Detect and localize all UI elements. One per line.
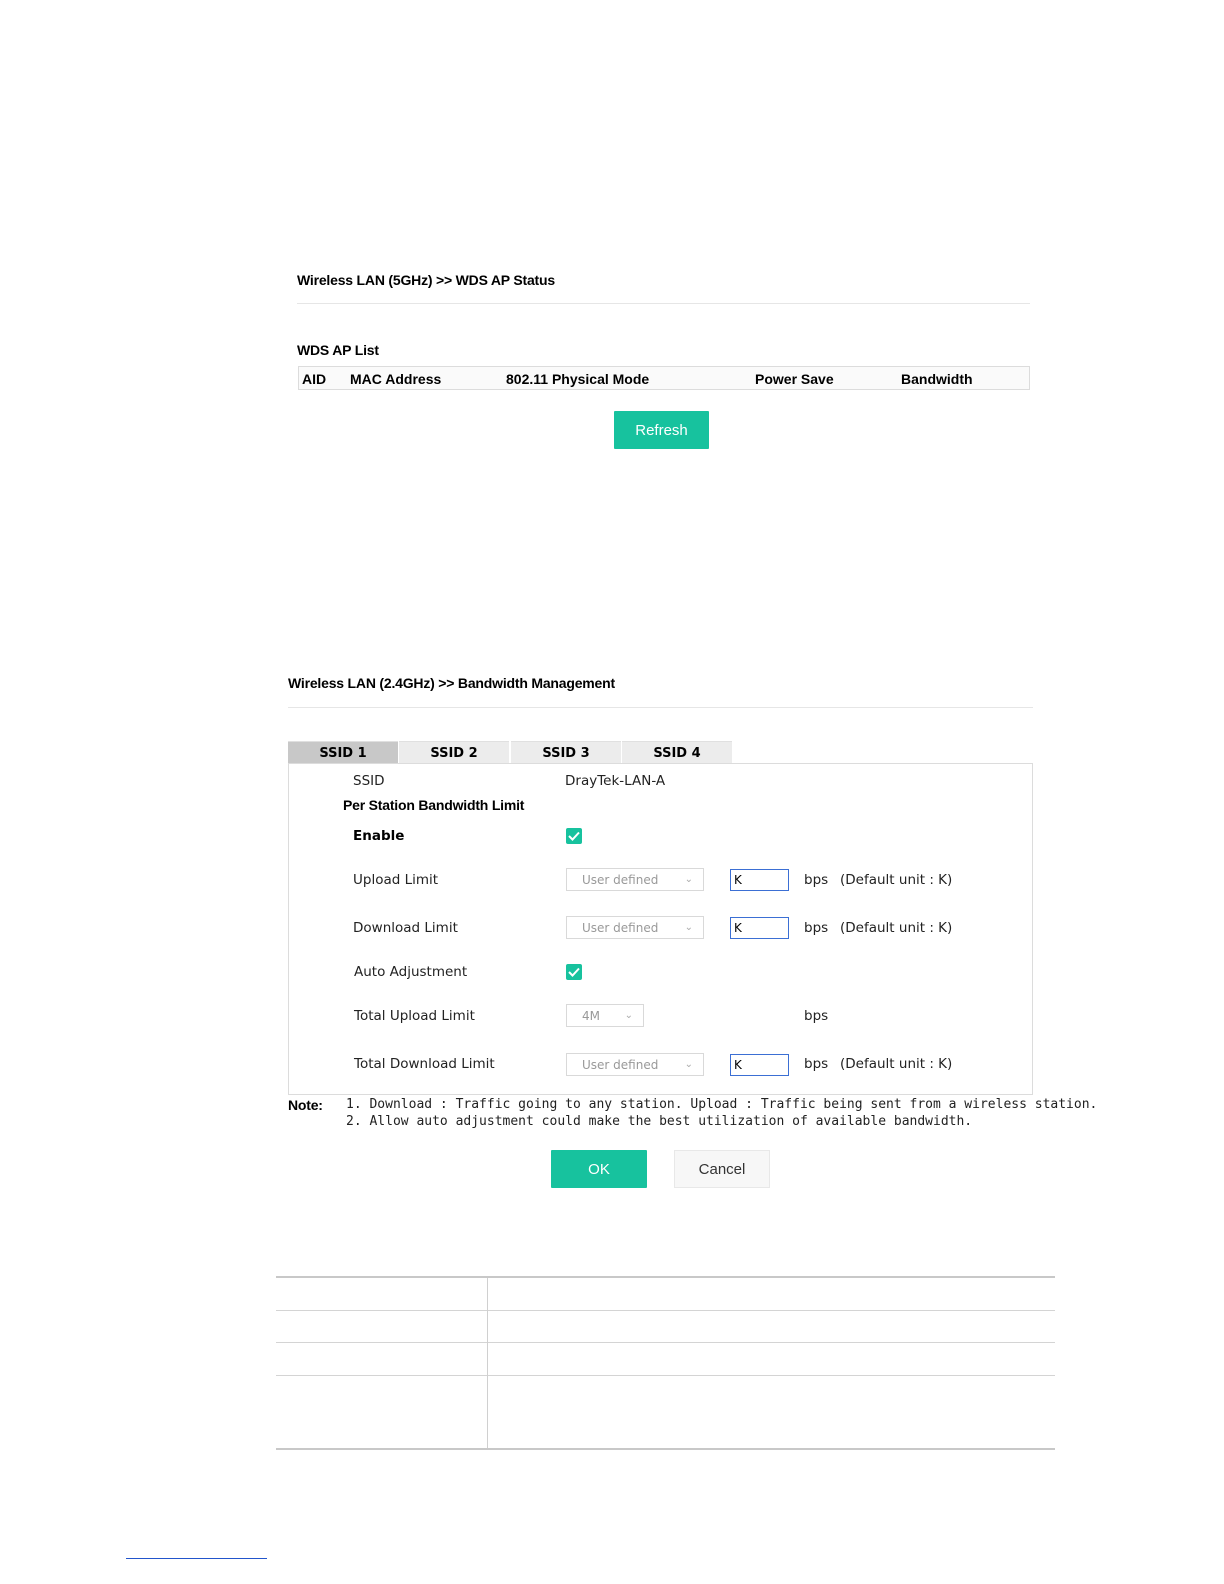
download-limit-select[interactable] — [566, 916, 704, 939]
footer-link-underline — [126, 1558, 267, 1559]
download-limit-input[interactable] — [730, 917, 789, 939]
column-bandwidth: Bandwidth — [901, 371, 973, 387]
check-icon — [568, 831, 580, 841]
download-default-unit: (Default unit : K) — [840, 920, 953, 936]
tab-ssid-2[interactable]: SSID 2 — [399, 741, 509, 764]
check-icon — [568, 967, 580, 977]
note-line-1: 1. Download : Traffic going to any station. Upload : Traffic being sent from a wireless station. — [346, 1097, 1098, 1112]
bw-breadcrumb: Wireless LAN (2.4GHz) >> Bandwidth Management — [288, 675, 615, 691]
divider — [297, 303, 1030, 304]
column-aid: AID — [302, 371, 327, 387]
chevron-down-icon: ⌄ — [684, 874, 693, 885]
note-label: Note: — [288, 1097, 323, 1113]
refresh-button[interactable]: Refresh — [614, 411, 709, 449]
cancel-button[interactable]: Cancel — [674, 1150, 770, 1188]
total-upload-label: Total Upload Limit — [354, 1008, 475, 1024]
table-column-divider — [487, 1278, 488, 1448]
total-download-bps-unit: bps — [804, 1056, 829, 1072]
upload-bps-unit: bps — [804, 872, 829, 888]
total-upload-select-value: 4M — [582, 1008, 600, 1023]
per-station-title: Per Station Bandwidth Limit — [343, 797, 525, 813]
wds-table-header — [298, 366, 1030, 390]
column-mac-address: MAC Address — [350, 371, 442, 387]
table-row-divider — [276, 1310, 1055, 1311]
chevron-down-icon: ⌄ — [684, 922, 693, 933]
divider — [288, 707, 1033, 708]
upload-limit-select[interactable] — [566, 868, 704, 891]
column-physical-mode: 802.11 Physical Mode — [506, 371, 650, 387]
auto-adjustment-checkbox[interactable] — [566, 964, 582, 980]
wds-breadcrumb: Wireless LAN (5GHz) >> WDS AP Status — [297, 272, 555, 288]
download-limit-select-value: User defined — [582, 920, 659, 935]
chevron-down-icon: ⌄ — [624, 1010, 633, 1021]
total-download-input[interactable] — [730, 1054, 789, 1076]
download-bps-unit: bps — [804, 920, 829, 936]
tab-ssid-1[interactable]: SSID 1 — [288, 741, 398, 764]
table-row-divider — [276, 1342, 1055, 1343]
tab-ssid-4[interactable]: SSID 4 — [622, 741, 732, 764]
enable-label: Enable — [353, 828, 405, 844]
download-limit-label: Download Limit — [353, 920, 458, 936]
upload-limit-select-value: User defined — [582, 872, 659, 887]
column-power-save: Power Save — [755, 371, 834, 387]
total-download-label: Total Download Limit — [354, 1056, 495, 1072]
table-top-border — [276, 1276, 1055, 1278]
total-download-default-unit: (Default unit : K) — [840, 1056, 953, 1072]
upload-default-unit: (Default unit : K) — [840, 872, 953, 888]
upload-limit-label: Upload Limit — [353, 872, 439, 888]
total-download-select[interactable] — [566, 1053, 704, 1076]
ssid-value: DrayTek-LAN-A — [565, 773, 666, 789]
upload-limit-input[interactable] — [730, 869, 789, 891]
total-download-select-value: User defined — [582, 1057, 659, 1072]
note-line-2: 2. Allow auto adjustment could make the best utilization of available bandwidth. — [346, 1114, 973, 1129]
tab-ssid-3[interactable]: SSID 3 — [511, 741, 621, 764]
enable-checkbox[interactable] — [566, 828, 582, 844]
table-bottom-border — [276, 1448, 1055, 1450]
chevron-down-icon: ⌄ — [684, 1059, 693, 1070]
ok-button[interactable]: OK — [551, 1150, 647, 1188]
auto-adjustment-label: Auto Adjustment — [354, 964, 468, 980]
ssid-label: SSID — [353, 773, 385, 789]
total-upload-select[interactable] — [566, 1004, 644, 1027]
wds-list-title: WDS AP List — [297, 342, 379, 358]
table-row-divider — [276, 1375, 1055, 1376]
total-upload-bps-unit: bps — [804, 1008, 829, 1024]
